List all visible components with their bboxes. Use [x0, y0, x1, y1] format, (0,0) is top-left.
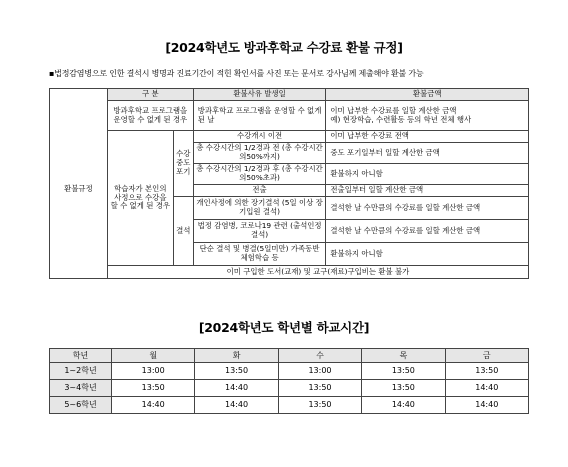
schedule-header-row: [50, 349, 529, 363]
reason-transfer: 전출: [193, 185, 326, 197]
time-cell: 13:50: [445, 363, 528, 380]
time-cell: 13:50: [195, 363, 278, 380]
amount-before-start: 이미 납부한 수강료 전액: [326, 131, 529, 143]
dismissal-schedule-table: [49, 348, 529, 414]
refund-policy-table: [49, 88, 529, 279]
group2-label: 학습자가 본인의 사정으로 수강을 할 수 없게 된 경우: [107, 131, 173, 266]
reason-before-start: 수강개시 이전: [193, 131, 326, 143]
amount-simple-absence: 환불하지 아니함: [326, 243, 529, 266]
table-row: [50, 266, 529, 279]
header-thu: 목: [362, 349, 445, 363]
header-tue: 화: [195, 349, 278, 363]
table-row: [50, 101, 529, 131]
row1-label: 방과후학교 프로그램을 운영할 수 없게 된 경우: [107, 101, 193, 131]
time-cell: 13:50: [362, 380, 445, 397]
time-cell: 14:40: [112, 397, 195, 414]
refund-table-header: [50, 89, 529, 101]
table-row: [50, 363, 529, 380]
schedule-title: [2024학년도 학년별 하교시간]: [198, 320, 370, 335]
grade-label: 5~6학년: [50, 397, 112, 414]
time-cell: 13:00: [112, 363, 195, 380]
footer-note: 이미 구입한 도서(교재) 및 교구(재료)구입비는 환불 불가: [107, 266, 528, 279]
time-cell: 13:50: [278, 380, 361, 397]
header-wed: 수: [278, 349, 361, 363]
refund-policy-title: [2024학년도 방과후학교 수강료 환불 규정]: [165, 40, 403, 55]
time-cell: 14:40: [445, 397, 528, 414]
reason-covid: 법정 감염병, 코로나19 관련 (출석인정결석): [193, 220, 326, 243]
row1-amount: [326, 101, 529, 131]
row1-reason: 방과후학교 프로그램을 운영할 수 없게 된 날: [193, 101, 326, 131]
amount-under-half: 중도 포기일부터 일할 계산한 금액: [326, 143, 529, 164]
header-grade: 학년: [50, 349, 112, 363]
table-row: [50, 380, 529, 397]
time-cell: 13:00: [278, 363, 361, 380]
amount-transfer: 전출일부터 일할 계산한 금액: [326, 185, 529, 197]
reason-over-half: 총 수강시간의 1/2경과 후 (총 수강시간의50%초과): [193, 164, 326, 185]
reason-under-half: 총 수강시간의 1/2경과 전 (총 수강시간의50%까지): [193, 143, 326, 164]
reason-long-absence: 개인사정에 의한 장기결석 (5일 이상 장기입원 결석): [193, 197, 326, 220]
table-row: [50, 397, 529, 414]
grade-label: 1~2학년: [50, 363, 112, 380]
row1-amount-line2: 예) 현장학습, 수련활동 등의 학년 전체 행사: [330, 114, 472, 124]
row1-amount-line1: 이미 납부한 수강료를 일할 계산한 금액: [330, 105, 457, 115]
time-cell: 13:50: [112, 380, 195, 397]
header-mon: 월: [112, 349, 195, 363]
time-cell: 13:50: [362, 363, 445, 380]
time-cell: 14:40: [195, 380, 278, 397]
amount-long-absence: 결석한 날 수만큼의 수강료를 일할 계산한 금액: [326, 197, 529, 220]
header-fri: 금: [445, 349, 528, 363]
header-amount: 환불금액: [326, 89, 529, 101]
amount-over-half: 환불하지 아니함: [326, 164, 529, 185]
section-label: 환불규정: [50, 101, 108, 279]
reason-simple-absence: 단순 결석 및 병결(5일미만) 가족동반 체험학습 등: [193, 243, 326, 266]
grade-label: 3~4학년: [50, 380, 112, 397]
time-cell: 13:50: [278, 397, 361, 414]
sub-absent-label: 결석: [173, 197, 193, 266]
sub-quit-label: 수강 중도 포기: [173, 131, 193, 197]
time-cell: 14:40: [445, 380, 528, 397]
time-cell: 14:40: [362, 397, 445, 414]
time-cell: 14:40: [195, 397, 278, 414]
header-reason: 환불사유 발생일: [193, 89, 326, 101]
table-row: [50, 131, 529, 143]
infectious-disease-notice: ▪법정감염병으로 인한 결석시 병명과 진료기간이 적힌 확인서를 사진 또는 문서로 강사님께 제출해야 환불 가능: [49, 69, 424, 78]
header-category: 구 분: [107, 89, 193, 101]
amount-covid: 결석한 날 수만큼의 수강료를 일할 계산한 금액: [326, 220, 529, 243]
